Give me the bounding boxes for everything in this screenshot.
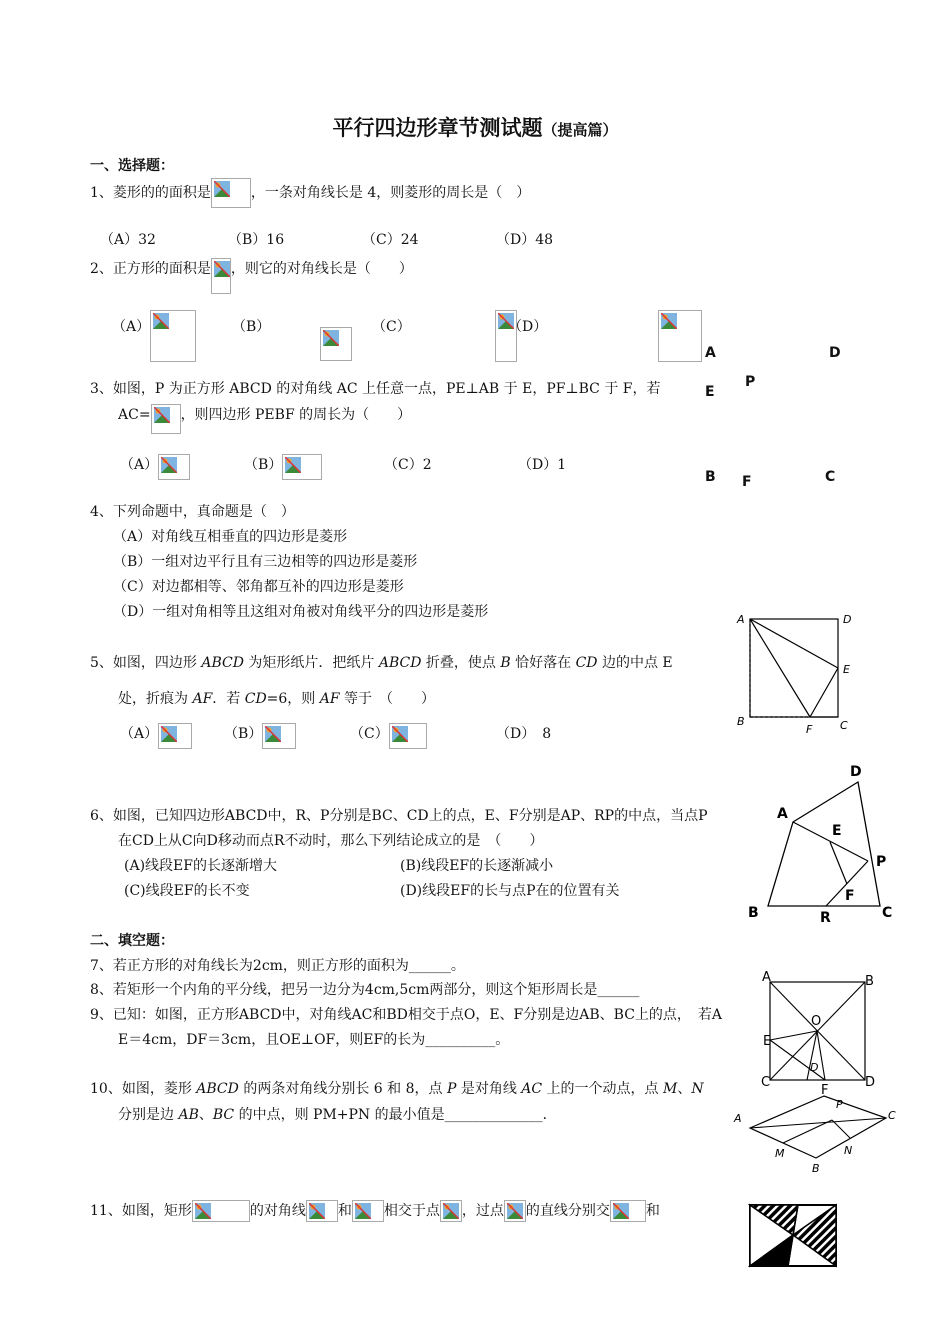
image-placeholder-icon (158, 454, 190, 480)
image-placeholder-icon (192, 1200, 250, 1222)
q1-option-a: （A）32 (100, 232, 156, 248)
fig9-label-o: O (811, 1014, 822, 1029)
question-9-line1: 9、已知：如图，正方形ABCD中，对角线AC和BD相交于点O，E、F分别是边AB、BC上的点， 若A (90, 1007, 723, 1023)
question-11: 11、如图，矩形 的对角线 和 相交于点 ，过点 的直线分别交 和 (90, 1200, 660, 1222)
q1-option-d: （D）48 (496, 232, 554, 248)
question-4: 4、下列命题中，真命题是（ ） (90, 504, 295, 520)
section-2-heading: 二、填空题： (90, 933, 174, 949)
broken-image-icon (154, 407, 170, 423)
fig10-label-b: B (812, 1162, 820, 1175)
q1-option-b: （B）16 (228, 232, 285, 248)
image-placeholder-icon (610, 1200, 646, 1222)
broken-image-icon (265, 726, 281, 742)
q2-option-c: （C） (372, 319, 411, 335)
image-placeholder-icon (320, 327, 352, 361)
image-placeholder-icon (440, 1200, 462, 1222)
figure-11 (748, 1203, 840, 1269)
fig10-label-p: P (836, 1098, 843, 1111)
title-main: 平行四边形章节测试题 (332, 116, 543, 140)
fig6-label-p: P (876, 854, 887, 870)
image-placeholder-icon (282, 454, 322, 480)
q1-option-c: （C）24 (362, 232, 419, 248)
q6-option-c: (C)线段EF的长不变 (124, 883, 250, 899)
fig6-label-c: C (882, 905, 893, 921)
broken-image-icon (661, 313, 677, 329)
q4-option-d: （D）一组对角相等且这组对角被对角线平分的四边形是菱形 (113, 604, 489, 620)
question-2: 2、正方形的面积是 ，则它的对角线长是（ ） (90, 258, 413, 294)
q3-option-a: （A） (120, 454, 190, 480)
fig9-label-a: A (762, 970, 771, 985)
q3-option-b: （B） (244, 454, 322, 480)
q4-option-c: （C）对边都相等、邻角都互补的四边形是菱形 (113, 579, 404, 595)
q3-option-d: （D）1 (518, 457, 567, 473)
question-7: 7、若正方形的对角线长为2cm，则正方形的面积为______。 (90, 958, 465, 974)
fig5-label-e: E (843, 663, 850, 676)
image-placeholder-icon (389, 723, 427, 749)
q5-option-c: （C） (350, 723, 427, 749)
question-8: 8、若矩形一个内角的平分线，把另一边分为4cm,5cm两部分，则这个矩形周长是______ (90, 982, 640, 998)
fig3-label-c: C (825, 469, 836, 485)
image-placeholder-icon (151, 404, 181, 434)
fig6-label-d: D (850, 764, 862, 780)
broken-image-icon (443, 1203, 459, 1219)
image-placeholder-icon (150, 310, 196, 362)
fig6-label-f: F (845, 888, 855, 904)
figure-6 (740, 760, 900, 930)
broken-image-icon (355, 1203, 371, 1219)
image-placeholder-icon (504, 1200, 526, 1222)
fig10-label-a: A (734, 1112, 742, 1125)
q6-option-b: (B)线段EF的长逐渐减小 (400, 858, 554, 874)
fig6-label-a: A (777, 806, 788, 822)
fig5-label-b: B (737, 715, 745, 728)
fig9-label-e: E (763, 1034, 772, 1049)
fig6-label-e: E (832, 823, 842, 839)
fig6-label-r: R (820, 910, 831, 926)
fig5-label-c: C (840, 719, 848, 732)
broken-image-icon (613, 1203, 629, 1219)
question-10-line1: 10、如图，菱形 ABCD 的两条对角线分别长 6 和 8，点 P 是对角线 AC 上的一个动点，点 M、N (90, 1081, 704, 1097)
image-placeholder-icon (211, 178, 251, 208)
fig9-label-b: B (865, 974, 874, 989)
q5-option-b: （B） (224, 723, 296, 749)
broken-image-icon (323, 330, 339, 346)
image-placeholder-icon (211, 258, 231, 294)
broken-image-icon (195, 1203, 211, 1219)
q2-option-d: （D） (508, 319, 548, 335)
page-title (0, 112, 950, 142)
image-placeholder-icon (262, 723, 296, 749)
fig10-label-c: C (888, 1109, 896, 1122)
fig9-label-d: D (865, 1075, 876, 1090)
fig9-label-d-inner: D (810, 1061, 819, 1074)
title-sub: （提高篇） (542, 121, 618, 139)
fig3-label-f: F (742, 474, 752, 490)
fig5-label-a: A (737, 613, 745, 626)
fig9-label-c: C (761, 1075, 771, 1090)
question-1: 1、菱形的的面积是 ，一条对角线长是 4，则菱形的周长是（ ） (90, 178, 530, 208)
question-3-line2: AC= ，则四边形 PEBF 的周长为（ ） (118, 404, 411, 434)
question-5-line1: 5、如图，四边形 ABCD 为矩形纸片．把纸片 ABCD 折叠，使点 B 恰好落在 CD 边的中点 E (90, 655, 673, 671)
fig10-label-m: M (775, 1147, 785, 1160)
q6-option-d: (D)线段EF的长与点P在的位置有关 (400, 883, 620, 899)
figure-10 (728, 1088, 900, 1178)
section-1-heading: 一、选择题： (90, 158, 174, 174)
broken-image-icon (214, 261, 230, 277)
image-placeholder-icon (158, 723, 192, 749)
figure-9 (755, 968, 885, 1096)
q4-option-a: （A）对角线互相垂直的四边形是菱形 (113, 529, 348, 545)
broken-image-icon (507, 1203, 523, 1219)
broken-image-icon (161, 726, 177, 742)
broken-image-icon (309, 1203, 325, 1219)
q3-option-c: （C）2 (384, 457, 432, 473)
q4-option-b: （B）一组对边平行且有三边相等的四边形是菱形 (113, 554, 418, 570)
q5-option-d: （D） 8 (496, 726, 552, 742)
image-placeholder-icon (352, 1200, 384, 1222)
broken-image-icon (285, 457, 301, 473)
broken-image-icon (214, 181, 230, 197)
fig6-label-b: B (748, 905, 759, 921)
broken-image-icon (392, 726, 408, 742)
image-placeholder-icon (658, 310, 702, 362)
fig3-label-p: P (745, 374, 756, 390)
q2-option-b: （B） (232, 319, 271, 335)
question-5-line2: 处，折痕为 AF．若 CD=6，则 AF 等于 （ ） (118, 691, 436, 707)
fig3-label-e: E (705, 384, 715, 400)
fig3-label-d: D (829, 345, 841, 361)
question-10-line2: 分别是边 AB、BC 的中点，则 PM+PN 的最小值是______________． (118, 1107, 557, 1123)
q5-option-a: （A） (120, 723, 192, 749)
figure-5 (730, 605, 860, 740)
fig9-label-f: F (821, 1083, 829, 1096)
question-6-line2: 在CD上从C向D移动而点R不动时，那么下列结论成立的是 （ ） (118, 833, 544, 849)
question-3-line1: 3、如图，P 为正方形 ABCD 的对角线 AC 上任意一点，PE⊥AB 于 E，PF⊥BC 于 F，若 (90, 381, 661, 397)
fig5-label-d: D (843, 613, 852, 626)
q6-option-a: (A)线段EF的长逐渐增大 (124, 858, 277, 874)
fig10-label-n: N (844, 1144, 853, 1157)
question-6-line1: 6、如图，已知四边形ABCD中，R、P分别是BC、CD上的点，E、F分别是AP、RP的中点，当点P (90, 808, 708, 824)
fig5-label-f: F (806, 723, 813, 736)
fig3-label-b: B (705, 469, 716, 485)
broken-image-icon (153, 313, 169, 329)
q2-option-a: （A） (112, 319, 151, 335)
question-9-line2: E＝4cm，DF＝3cm，且OE⊥OF，则EF的长为__________。 (118, 1032, 510, 1048)
image-placeholder-icon (306, 1200, 338, 1222)
fig3-label-a: A (705, 345, 716, 361)
broken-image-icon (161, 457, 177, 473)
